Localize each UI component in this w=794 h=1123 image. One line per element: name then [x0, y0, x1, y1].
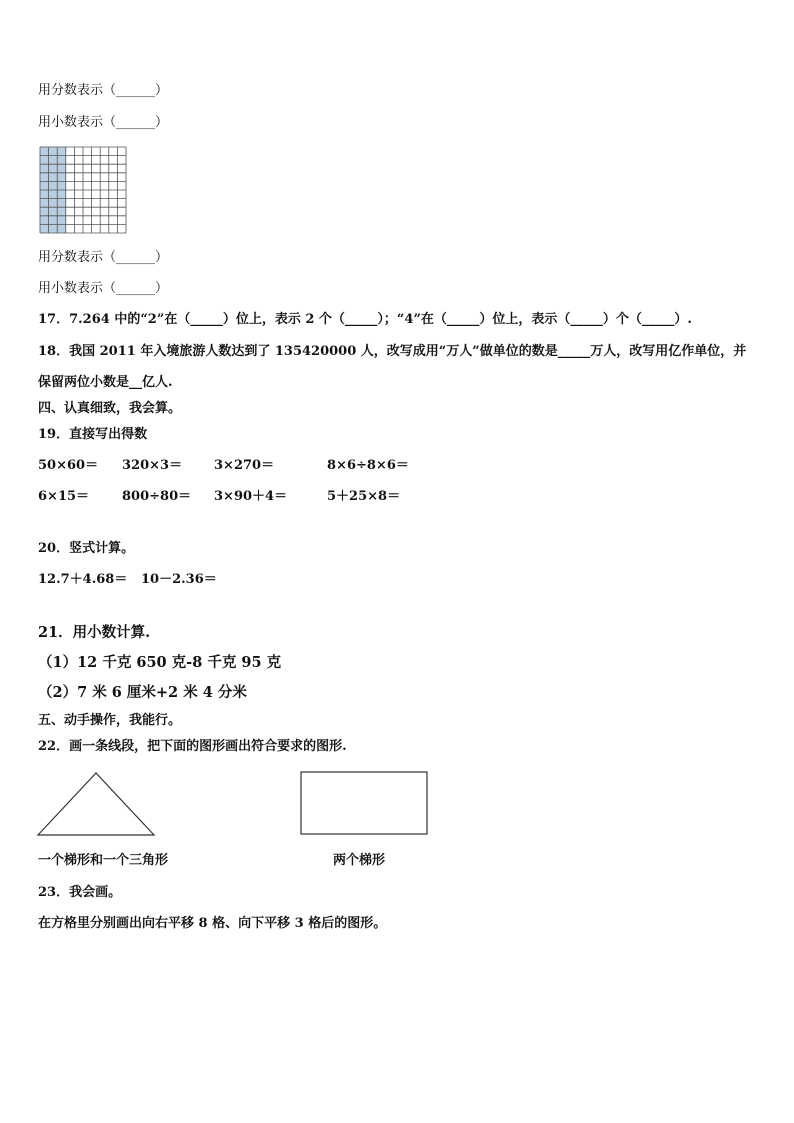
fraction-prompt-2: 用分数表示（______） [38, 250, 169, 265]
section-5-heading: 五、动手操作，我能行。 [38, 713, 182, 728]
question-21-part-1: （1）12 千克 650 克-8 千克 95 克 [38, 654, 282, 671]
hundred-grid-figure [39, 146, 127, 234]
question-20: 20．竖式计算。 [38, 541, 135, 556]
decimal-prompt-1: 用小数表示（______） [38, 115, 169, 130]
rectangle-caption: 两个梯形 [333, 853, 386, 868]
vertical-calc-b: 10－2.36＝ [141, 572, 217, 587]
question-23: 23．我会画。 [38, 885, 122, 900]
question-18-line-1: 18．我国 2011 年入境旅游人数达到了 135420000 人，改写成用“万人”做单位的数是_____万人，改写用亿作单位，并 [38, 344, 747, 359]
vertical-calc-a: 12.7＋4.68＝ [38, 572, 128, 587]
calc-r1c3: 3×270＝ [214, 458, 275, 473]
calc-r2c4: 5＋25×8＝ [327, 489, 401, 504]
rectangle-figure [300, 771, 428, 835]
section-4-heading: 四、认真细致，我会算。 [38, 401, 182, 416]
calc-r2c1: 6×15＝ [38, 489, 90, 504]
triangle-figure [37, 771, 155, 837]
question-17: 17．7.264 中的“2”在（_____）位上，表示 2 个（_____）；“4”在（_____）位上，表示（_____）个（_____）. [38, 312, 692, 327]
question-18-line-2: 保留两位小数是__亿人. [38, 375, 173, 390]
calc-r1c1: 50×60＝ [38, 458, 99, 473]
calc-r2c3: 3×90＋4＝ [214, 489, 288, 504]
calc-r1c4: 8×6÷8×6＝ [327, 458, 409, 473]
triangle-caption: 一个梯形和一个三角形 [38, 853, 169, 868]
question-21-part-2: （2）7 米 6 厘米+2 米 4 分米 [38, 684, 247, 701]
question-22: 22．画一条线段，把下面的图形画出符合要求的图形. [38, 739, 347, 754]
fraction-prompt-1: 用分数表示（______） [38, 83, 169, 98]
decimal-prompt-2: 用小数表示（______） [38, 281, 169, 296]
question-19: 19．直接写出得数 [38, 427, 148, 442]
question-23-instruction: 在方格里分别画出向右平移 8 格、向下平移 3 格后的图形。 [38, 916, 387, 931]
calc-r1c2: 320×3＝ [122, 458, 183, 473]
question-21: 21．用小数计算. [38, 624, 151, 641]
calc-r2c2: 800÷80＝ [122, 489, 192, 504]
